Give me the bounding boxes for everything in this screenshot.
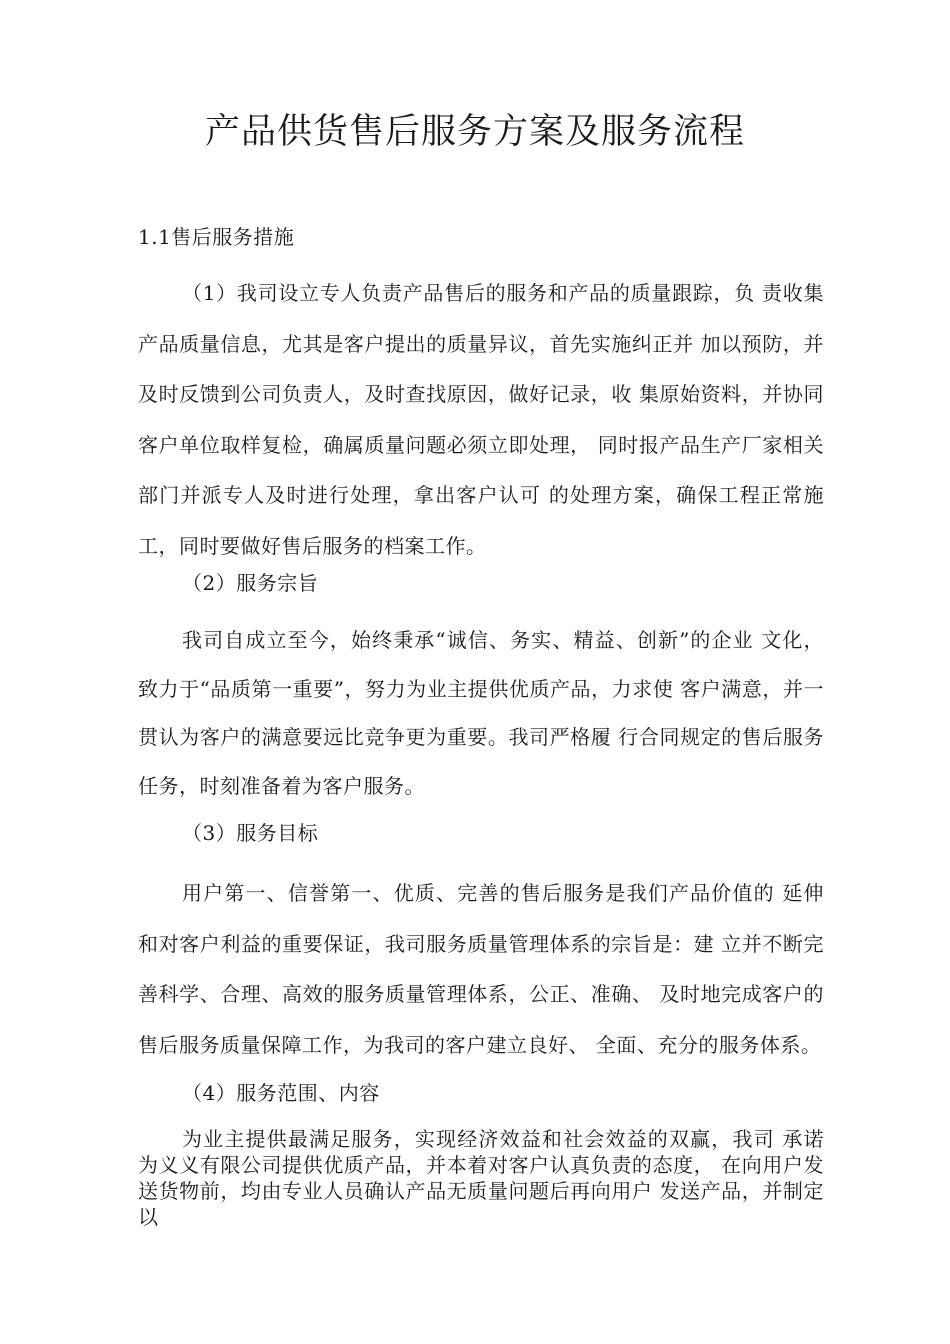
- paragraph-service-goal: 用户第一、信誉第一、优质、完善的售后服务是我们产品价值的 延伸和对客户利益的重要保证，我司服务质量管理体系的宗旨是：建 立并不断完善科学、合理、高效的服务质量管理体系，公正、准确、 及时地完成客户的售后服务质量保障工作，为我司的客户建立良好、 全面、充分的服务体系。: [138, 881, 824, 1057]
- paragraph-service-scope: 为业主提供最满足服务，实现经济效益和社会效益的双赢，我司 承诺为义义有限公司提供优质产品，并本着对客户认真负责的态度， 在向用户发送货物前，均由专业人员确认产品无质量问题后再向用户 发送产品，并制定以: [138, 1127, 824, 1229]
- subheading-service-purpose: （2）服务宗旨: [182, 571, 319, 595]
- subheading-service-scope: （4）服务范围、内容: [182, 1081, 380, 1105]
- section-heading: 1.1售后服务措施: [138, 225, 295, 249]
- paragraph-service-purpose: 我司自成立至今，始终秉承“诚信、务实、精益、创新”的企业 文化，致力于“品质第一重要”，努力为业主提供优质产品，力求使 客户满意，并一贯认为客户的满意要远比竞争更为重要。我司严格履 行合同规定的售后服务任务，时刻准备着为客户服务。: [138, 628, 824, 798]
- paragraph-item-1: （1）我司设立专人负责产品售后的服务和产品的质量跟踪，负 责收集产品质量信息，尤其是客户提出的质量异议，首先实施纠正并 加以预防，并及时反馈到公司负责人，及时查找原因，做好记录，收 集原始资料，并协同客户单位取样复检，确属质量问题必须立即处理， 同时报产品生产厂家相关部门并派专人及时进行处理，拿出客户认可 的处理方案，确保工程正常施工，同时要做好售后服务的档案工作。: [138, 281, 824, 558]
- document-title: 产品供货售后服务方案及服务流程: [204, 112, 745, 152]
- subheading-service-goal: （3）服务目标: [182, 821, 319, 845]
